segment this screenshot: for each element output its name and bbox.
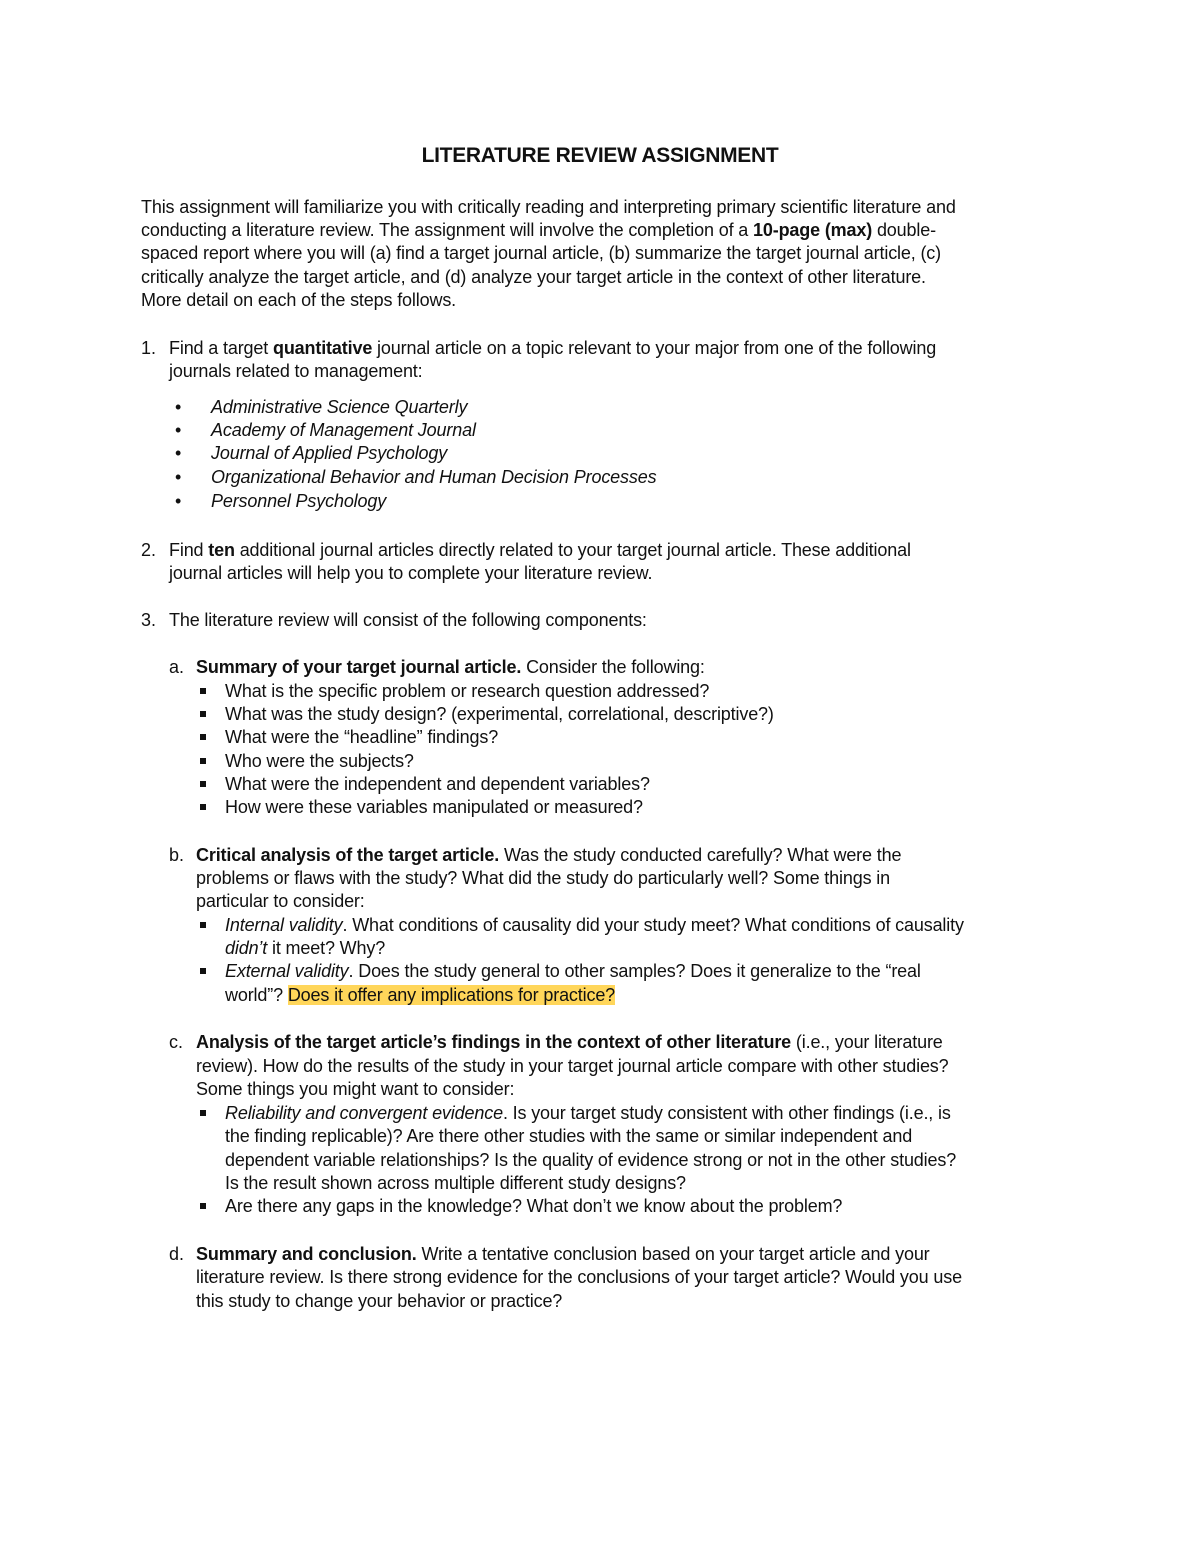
- section-a-bullet: What is the specific problem or research question addressed?: [225, 681, 710, 701]
- section-b-line: particular to consider:: [196, 891, 365, 911]
- section-c-bullet-cont: the finding replicable)? Are there other studies with the same or similar independent and: [225, 1126, 913, 1146]
- section-c-bullet-cont: dependent variable relationships? Is the quality of evidence strong or not in the other studies?: [225, 1150, 957, 1170]
- square-bullet-icon: [200, 688, 206, 694]
- square-bullet-icon: [200, 1110, 206, 1116]
- section-a-bullet: What were the independent and dependent variables?: [225, 774, 650, 794]
- section-c-bullet: Are there any gaps in the knowledge? What don’t we know about the problem?: [225, 1196, 843, 1216]
- section-a-bullet: What was the study design? (experimental, correlational, descriptive?): [225, 704, 774, 724]
- item1-line: Find a target quantitative journal article on a topic relevant to your major from one of the following: [169, 338, 937, 358]
- square-bullet-icon: [200, 758, 206, 764]
- list-number-1: 1.: [141, 338, 157, 358]
- square-bullet-icon: [200, 804, 206, 810]
- item1-line: journals related to management:: [169, 361, 423, 381]
- journal-item: Academy of Management Journal: [211, 420, 476, 440]
- list-letter-b: b.: [169, 845, 185, 865]
- section-b-heading: Critical analysis of the target article. Was the study conducted carefully? What were the: [196, 845, 902, 865]
- square-bullet-icon: [200, 1203, 206, 1209]
- bullet-icon: •: [175, 443, 182, 463]
- item2-line: Find ten additional journal articles directly related to your target journal article. These additional: [169, 540, 911, 560]
- square-bullet-icon: [200, 968, 206, 974]
- square-bullet-icon: [200, 922, 206, 928]
- bullet-icon: •: [175, 467, 182, 487]
- journal-item: Journal of Applied Psychology: [211, 443, 448, 463]
- intro-line: conducting a literature review. The assignment will involve the completion of a 10-page (max) double-: [141, 220, 936, 240]
- journal-item: Personnel Psychology: [211, 491, 387, 511]
- item2-line: journal articles will help you to complete your literature review.: [169, 563, 653, 583]
- bullet-icon: •: [175, 491, 182, 511]
- item2-bold: ten: [208, 540, 235, 560]
- intro-line: spaced report where you will (a) find a target journal article, (b) summarize the target journal article, (c): [141, 243, 941, 263]
- item3-line: The literature review will consist of the following components:: [169, 610, 647, 630]
- list-number-2: 2.: [141, 540, 157, 560]
- section-c-line: review). How do the results of the study in your target journal article compare with other studies?: [196, 1056, 949, 1076]
- intro-line: This assignment will familiarize you with critically reading and interpreting primary scientific literature and: [141, 197, 956, 217]
- section-c-bullet-cont: Is the result shown across multiple different study designs?: [225, 1173, 686, 1193]
- bullet-icon: •: [175, 397, 182, 417]
- page-title: LITERATURE REVIEW ASSIGNMENT: [421, 144, 779, 167]
- section-c-heading: Analysis of the target article’s findings in the context of other literature (i.e., your literature: [196, 1032, 943, 1052]
- journal-item: Administrative Science Quarterly: [211, 397, 468, 417]
- section-c-bullet: Reliability and convergent evidence. Is your target study consistent with other findings (i.e., is: [225, 1103, 951, 1123]
- bullet-icon: •: [175, 420, 182, 440]
- square-bullet-icon: [200, 781, 206, 787]
- section-b-bullet: Internal validity. What conditions of causality did your study meet? What conditions of causality: [225, 915, 964, 935]
- section-c-line: Some things you might want to consider:: [196, 1079, 515, 1099]
- list-letter-c: c.: [169, 1032, 184, 1052]
- list-number-3: 3.: [141, 610, 157, 630]
- section-a-bullet: What were the “headline” findings?: [225, 727, 499, 747]
- intro-bold-page-limit: 10-page (max): [753, 220, 873, 240]
- highlighted-text: Does it offer any implications for practice?: [287, 985, 616, 1005]
- section-d-line: this study to change your behavior or practice?: [196, 1291, 563, 1311]
- item1-bold: quantitative: [272, 338, 373, 358]
- section-b-bullet: External validity. Does the study general to other samples? Does it generalize to the “real: [225, 961, 921, 981]
- intro-line: More detail on each of the steps follows.: [141, 290, 457, 310]
- section-a-bullet: How were these variables manipulated or measured?: [225, 797, 643, 817]
- square-bullet-icon: [200, 734, 206, 740]
- section-a-bullet: Who were the subjects?: [225, 751, 414, 771]
- section-b-bullet-cont: world”? Does it offer any implications for practice?: [225, 985, 616, 1005]
- intro-line: critically analyze the target article, and (d) analyze your target article in the context of other literature.: [141, 267, 926, 287]
- list-letter-a: a.: [169, 657, 185, 677]
- section-d-line: literature review. Is there strong evidence for the conclusions of your target article? Would you use: [196, 1267, 962, 1287]
- square-bullet-icon: [200, 711, 206, 717]
- section-b-line: problems or flaws with the study? What did the study do particularly well? Some things in: [196, 868, 890, 888]
- section-d-heading: Summary and conclusion. Write a tentative conclusion based on your target article and your: [196, 1244, 930, 1264]
- list-letter-d: d.: [169, 1244, 185, 1264]
- journal-item: Organizational Behavior and Human Decision Processes: [211, 467, 657, 487]
- section-b-bullet-cont: didn’t it meet? Why?: [225, 938, 386, 958]
- section-a-heading: Summary of your target journal article. Consider the following:: [196, 657, 705, 677]
